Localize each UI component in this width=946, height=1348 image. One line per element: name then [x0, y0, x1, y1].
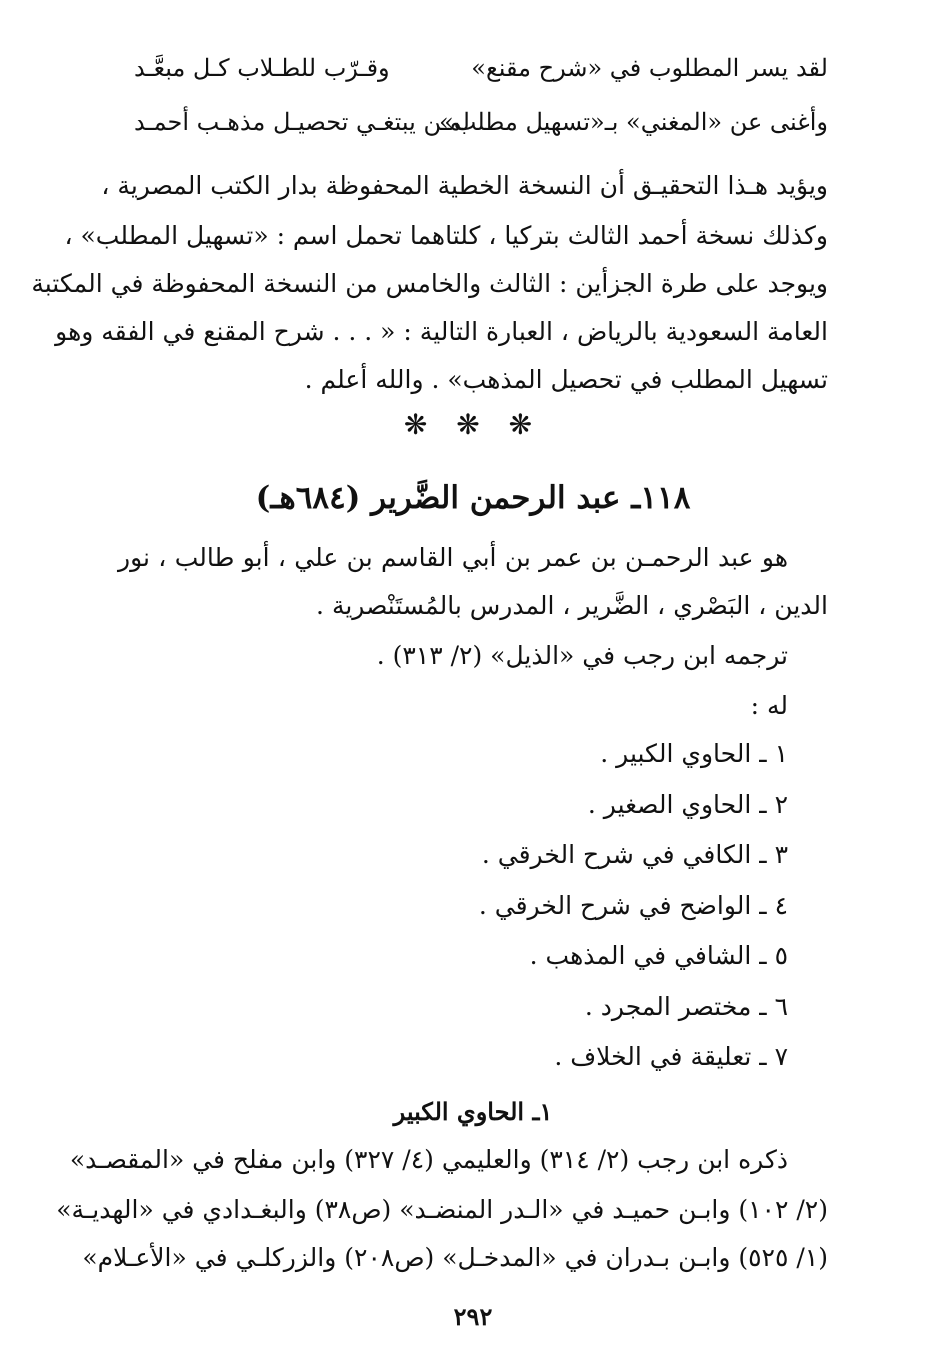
- works-list: [479, 732, 788, 1086]
- sub-paragraph-line: ذكره ابن رجب (٢/ ٣١٤) والعليمي (٤/ ٣٢٧) وابن مفلح في «المقصـد»: [69, 1145, 788, 1174]
- poem-hemistich-left: لمـن يبتغـي تحصيـل مذهـب أحمـد: [134, 108, 470, 136]
- bio-line: هو عبد الرحمـن بن عمر بن أبي القاسم بن علي ، أبو طالب ، نور: [118, 543, 788, 572]
- sub-paragraph-line: (١/ ٥٢٥) وابـن بـدران في «المدخـل» (ص٢٠٨) والزركلـي في «الأعـلام»: [82, 1243, 828, 1272]
- poem-hemistich-right: لقد يسر المطلوب في «شرح مقنع»: [471, 54, 828, 82]
- list-item: ٥ ـ الشافي في المذهب .: [529, 941, 788, 970]
- paragraph-line: ويؤيد هـذا التحقيـق أن النسخة الخطية المحفوظة بدار الكتب المصرية ،: [101, 171, 828, 200]
- sub-paragraph-line: (٢/ ١٠٢) وابـن حميـد في «الـدر المنضـد» (ص٣٨) والبغـدادي في «الهديـة»: [56, 1195, 828, 1224]
- poem-verse-1: [120, 48, 828, 88]
- list-item: ٤ ـ الواضح في شرح الخرقي .: [478, 890, 788, 920]
- bio-line: الدين ، البَصْري ، الضَّرير ، المدرس بالمُستَنْصرية .: [316, 591, 828, 620]
- list-item: ٣ ـ الكافي في شرح الخرقي .: [481, 840, 788, 869]
- poem-verse-2: [120, 102, 828, 142]
- list-item: ٦ ـ مختصر المجرد .: [584, 991, 788, 1021]
- paragraph-line: تسهيل المطلب في تحصيل المذهب» . والله أعلم .: [304, 365, 828, 394]
- poem-hemistich-right: وأغنى عن «المغني» بـ«تسهيل مطلب»: [439, 108, 828, 136]
- list-item: ٧ ـ تعليقة في الخلاف .: [554, 1042, 788, 1071]
- section-separator: ❋ ❋ ❋: [403, 408, 543, 441]
- list-item: ١ ـ الحاوي الكبير .: [600, 739, 788, 768]
- paragraph-line: وكذلك نسخة أحمد الثالث بتركيا ، كلتاهما تحمل اسم : «تسهيل المطلب» ،: [64, 221, 828, 250]
- paragraph-line: العامة السعودية بالرياض ، العبارة التالية : « . . . شرح المقنع في الفقه وهو: [55, 317, 828, 346]
- subsection-title: ١ـ الحاوي الكبير: [393, 1097, 553, 1126]
- works-label: له :: [750, 691, 788, 720]
- list-item: ٢ ـ الحاوي الصغير .: [587, 789, 788, 819]
- translation-reference: ترجمه ابن رجب في «الذيل» (٢/ ٣١٣) .: [376, 641, 788, 670]
- poem-hemistich-left: وقـرّب للطـلاب كـل مبعَّـد: [134, 54, 390, 82]
- page-number: ٢٩٢: [453, 1302, 493, 1331]
- paragraph-line: ويوجد على طرة الجزأين : الثالث والخامس من النسخة المحفوظة في المكتبة: [31, 269, 828, 298]
- entry-title: ١١٨ـ عبد الرحمن الضَّرير (٦٨٤هـ): [255, 480, 691, 516]
